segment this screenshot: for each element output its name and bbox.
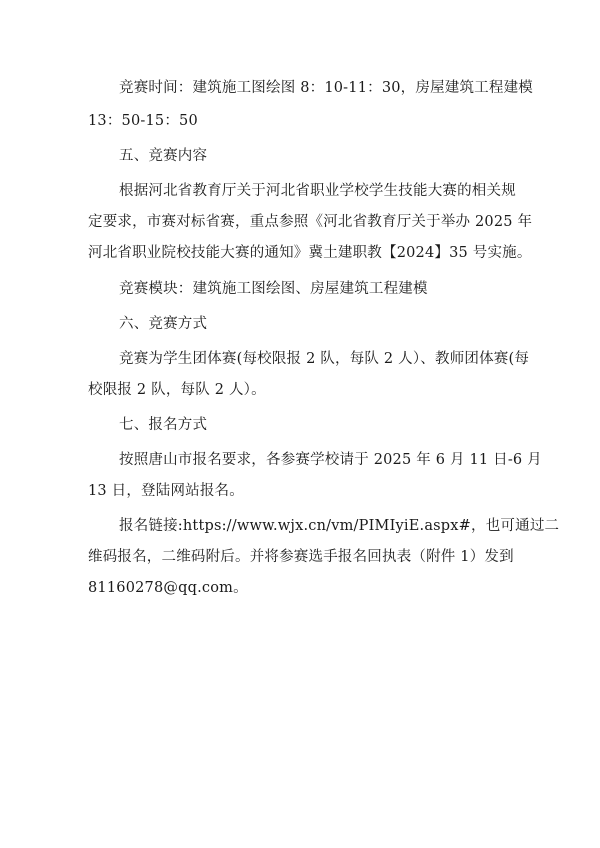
section-heading-format: 六、竞赛方式: [119, 316, 208, 332]
registration-paragraph-line-1: 按照唐山市报名要求，各参赛学校请于 2025 年 6 月 11 日-6 月: [119, 452, 542, 468]
competition-modules-line: 竞赛模块：建筑施工图绘图、房屋建筑工程建模: [119, 281, 428, 297]
section-heading-registration: 七、报名方式: [119, 417, 208, 433]
competition-time-line: 竞赛时间：建筑施工图绘图 8：10-11：30，房屋建筑工程建模: [119, 80, 533, 96]
content-paragraph-line-1: 根据河北省教育厅关于河北省职业学校学生技能大赛的相关规: [119, 183, 516, 199]
content-paragraph-line-3: 河北省职业院校技能大赛的通知》冀土建职教【2024】35 号实施。: [88, 245, 532, 261]
registration-paragraph-line-2: 13 日，登陆网站报名。: [88, 483, 244, 499]
content-paragraph-line-2: 定要求，市赛对标省赛，重点参照《河北省教育厅关于举办 2025 年: [88, 214, 533, 230]
competition-time-continued: 13：50-15：50: [88, 113, 198, 129]
format-paragraph-line-1: 竞赛为学生团体赛(每校限报 2 队，每队 2 人）、教师团体赛(每: [119, 351, 530, 367]
registration-email-line: 81160278@qq.com。: [88, 580, 248, 596]
registration-link-line-2: 维码报名，二维码附后。并将参赛选手报名回执表（附件 1）发到: [88, 549, 514, 565]
section-heading-content: 五、竞赛内容: [119, 148, 208, 164]
format-paragraph-line-2: 校限报 2 队，每队 2 人）。: [88, 382, 266, 398]
registration-link-line-1: 报名链接:https://www.wjx.cn/vm/PIMIyiE.aspx#，也可通过二: [119, 518, 560, 534]
